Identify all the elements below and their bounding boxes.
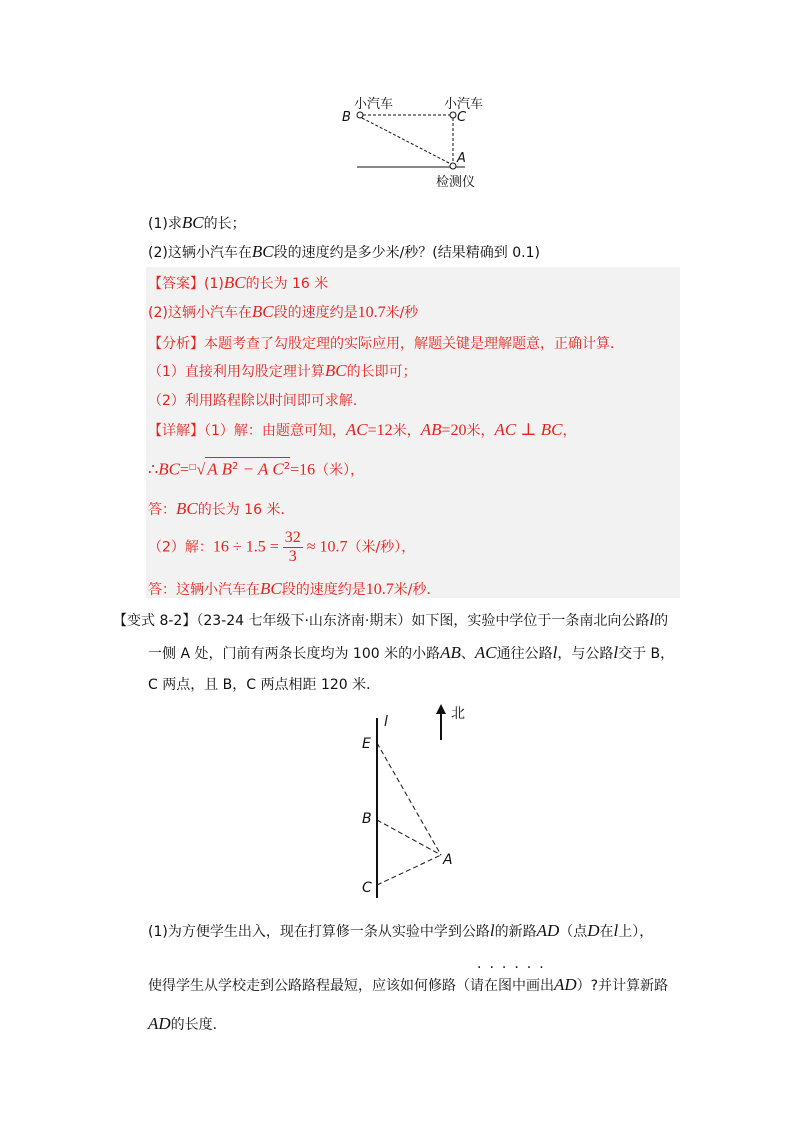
question-1: (1)求BC的长； [148, 213, 246, 232]
answer-line-2: (2)这辆小汽车在BC段的速度约是10.7米/秒 [148, 302, 419, 321]
segment-ca [377, 855, 441, 885]
detail-line-5: 答：这辆小汽车在BC段的速度约是10.7米/秒． [148, 579, 441, 598]
variant-line-3: C 两点，且 B，C 两点相距 120 米． [148, 677, 381, 693]
variant-line-2: 一侧 A 处，门前有两条长度均为 100 米的小路AB、AC通往公路l，与公路l交于 B， [148, 643, 675, 662]
point-a-label: A [443, 852, 453, 868]
radicand: A $B^2 - A$ $C^2$ [205, 457, 290, 480]
analysis-step-1: （1）直接利用勾股定理计算BC的长即可； [148, 361, 417, 380]
segment-ba [377, 820, 441, 855]
label-car-c: 小汽车 [444, 97, 484, 112]
analysis-line: 【分析】本题考查了勾股定理的实际应用，解题关键是理解题意，正确计算． [148, 336, 624, 352]
detail-line-1: 【详解】（1）解：由题意可知，AC=12米，AB=20米，AC ⊥ BC， [148, 420, 577, 439]
point-c-label: C [362, 880, 372, 896]
point-b-label: B [342, 110, 351, 125]
analysis-step-2: （2）利用路程除以时间即可求解． [148, 393, 367, 409]
q3-line-3: AD的长度． [148, 1014, 227, 1033]
point-a [450, 163, 456, 169]
variant-line-1: 【变式 8-2】（23-24 七年级下·山东济南·期末）如下图，实验中学位于一条南北向公路l的 [113, 610, 669, 629]
q3-line-1: (1)为方便学生出入，现在打算修一条从实验中学到公路l的新路AD（点D在l上）， [148, 921, 654, 940]
answer-line-1: 【答案】(1)BC的长为 16 米 [148, 273, 329, 292]
label-north: 北 [451, 706, 465, 722]
label-car-b: 小汽车 [354, 97, 394, 112]
label-l: l [384, 714, 388, 730]
north-arrow-head [436, 704, 446, 714]
detail-line-4: （2）解：16 ÷ 1.5 = $\frac{32}{3}$ ≈ 10.7（米/秒）， [148, 529, 416, 565]
point-c [450, 112, 456, 118]
detail-line-2: ∴BC=□√ A $B^2 - A$ $C^2=16$（米）， [148, 457, 364, 480]
segment-ea [377, 743, 441, 855]
q3-line-2: 使得学生从学校走到公路路程最短，应该如何修路（请在图中画出AD）?并计算新路 [148, 975, 669, 994]
point-e-label: E [362, 736, 371, 752]
point-b-label: B [362, 811, 372, 827]
emphasis-dots: ······ [477, 960, 552, 976]
point-a-label: A [457, 151, 466, 166]
label-detector: 检测仪 [436, 175, 476, 190]
figure-road-school [355, 700, 485, 905]
fraction: $\frac{32}{3}$ [284, 529, 301, 565]
segment-ba [362, 118, 451, 164]
point-c-label: C [457, 110, 467, 125]
detail-line-3: 答：BC的长为 16 米． [148, 499, 295, 518]
figure-car-detector [340, 90, 500, 190]
point-b [357, 112, 363, 118]
question-2: (2)这辆小汽车在BC段的速度约是多少米/秒？(结果精确到 0.1) [148, 242, 540, 261]
